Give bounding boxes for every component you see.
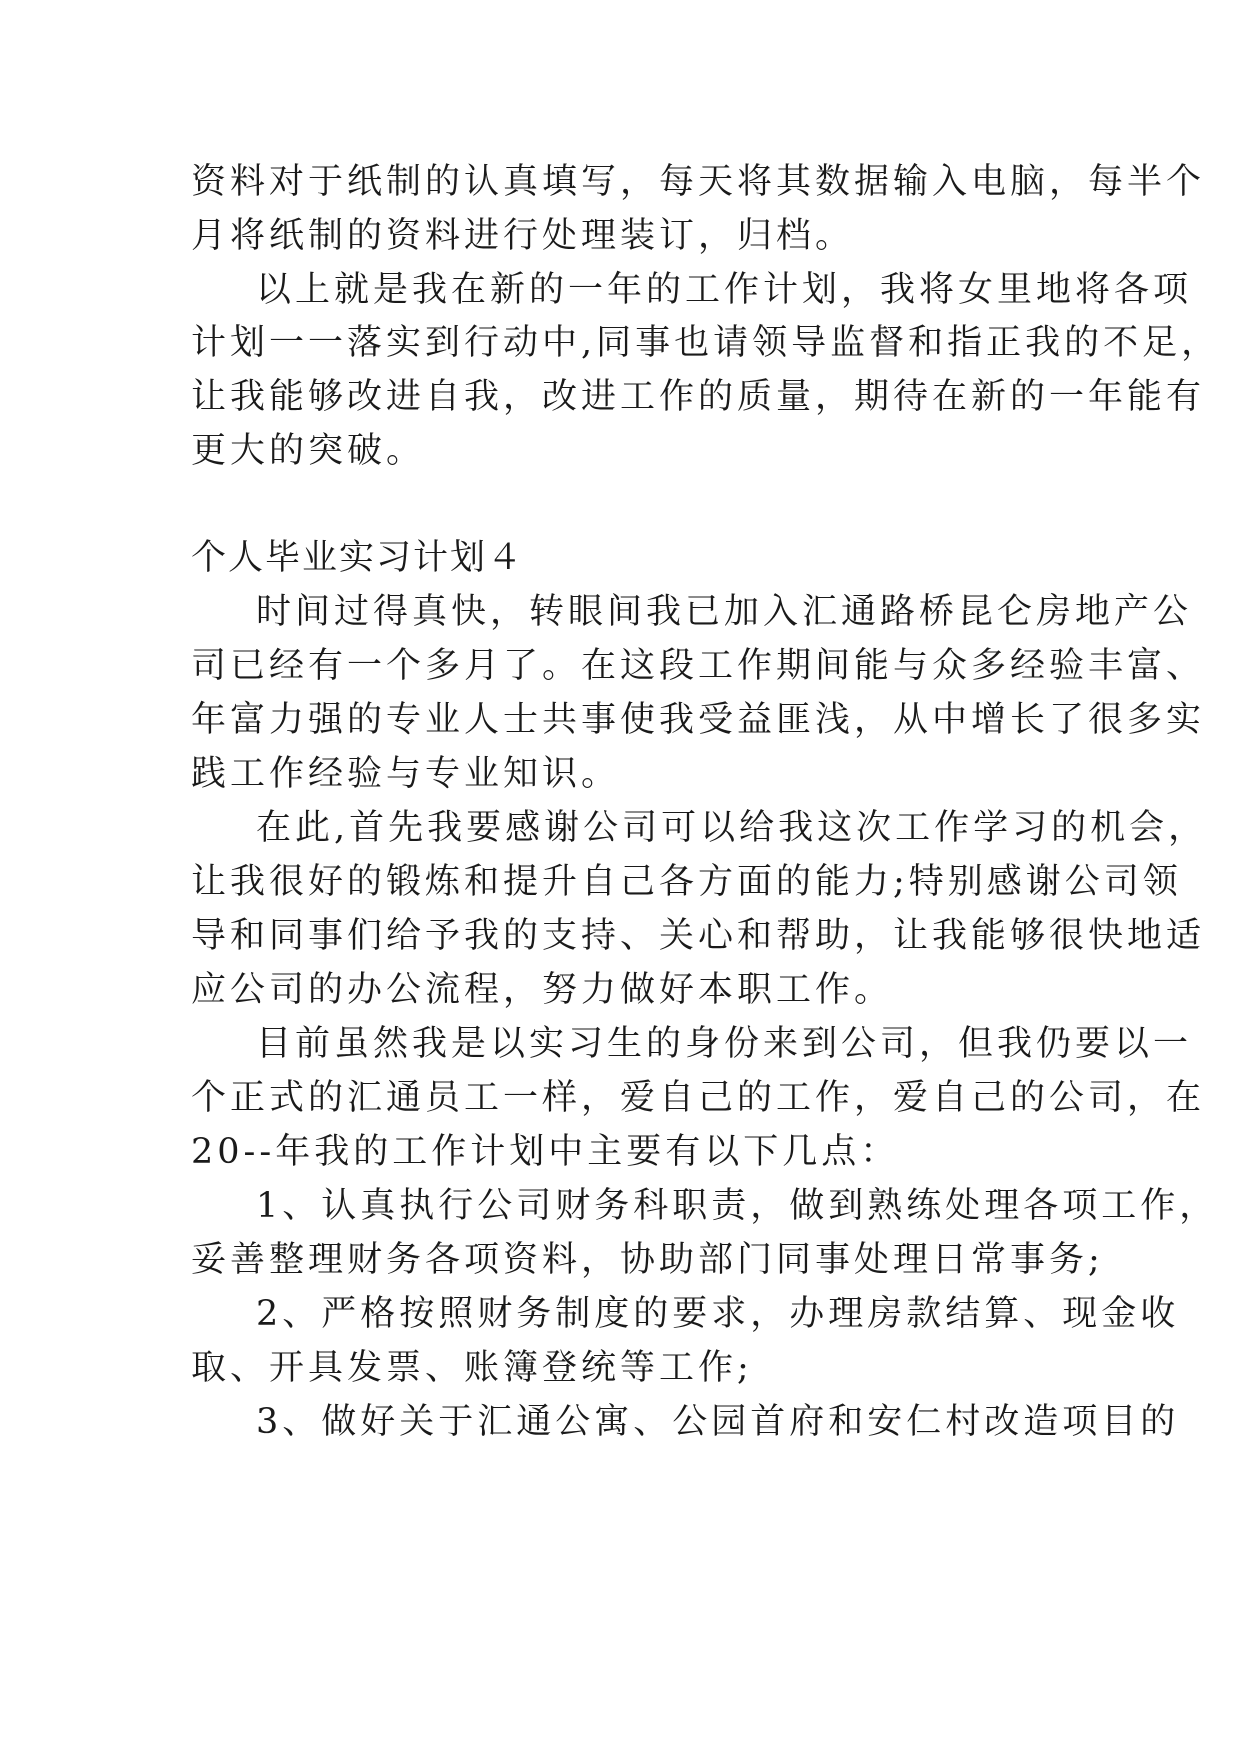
paragraph-line: 以上就是我在新的一年的工作计划，我将女里地将各项 [256,270,1193,310]
paragraph-line: 妥善整理财务各项资料，协助部门同事处理日常事务; [191,1240,1104,1280]
paragraph-line: 月将纸制的资料进行处理装订，归档。 [191,216,855,256]
paragraph-line: 3、做好关于汇通公寓、公园首府和安仁村改造项目的 [256,1402,1180,1442]
section-heading: 个人毕业实习计划４ [191,538,525,578]
paragraph-line: 践工作经验与专业知识。 [191,754,621,794]
paragraph-line: 应公司的办公流程，努力做好本职工作。 [191,970,894,1010]
paragraph-line: 计划一一落实到行动中,同事也请领导监督和指正我的不足， [191,323,1221,363]
paragraph-line: 2、严格按照财务制度的要求，办理房款结算、现金收 [256,1294,1180,1334]
paragraph-line: 时间过得真快，转眼间我已加入汇通路桥昆仑房地产公 [256,592,1193,632]
paragraph-line: 司已经有一个多月了。在这段工作期间能与众多经验丰富、 [191,646,1206,686]
paragraph-line: 1、认真执行公司财务科职责，做到熟练处理各项工作， [256,1186,1219,1226]
paragraph-line: 在此,首先我要感谢公司可以给我这次工作学习的机会， [256,808,1208,848]
paragraph-line: 让我能够改进自我，改进工作的质量，期待在新的一年能有 [191,377,1206,417]
paragraph-line: 导和同事们给予我的支持、关心和帮助，让我能够很快地适 [191,916,1206,956]
paragraph-line: 资料对于纸制的认真填写，每天将其数据输入电脑，每半个 [191,162,1206,202]
paragraph-line: 取、开具发票、账簿登统等工作; [191,1348,753,1388]
paragraph-line: 20--年我的工作计划中主要有以下几点： [191,1132,900,1172]
paragraph-line: 年富力强的专业人士共事使我受益匪浅，从中增长了很多实 [191,700,1206,740]
paragraph-line: 让我很好的锻炼和提升自己各方面的能力;特别感谢公司领 [191,862,1182,902]
paragraph-line: 更大的突破。 [191,431,426,471]
paragraph-line: 个正式的汇通员工一样，爱自己的工作，爱自己的公司，在 [191,1078,1206,1118]
paragraph-line: 目前虽然我是以实习生的身份来到公司，但我仍要以一 [256,1024,1193,1064]
